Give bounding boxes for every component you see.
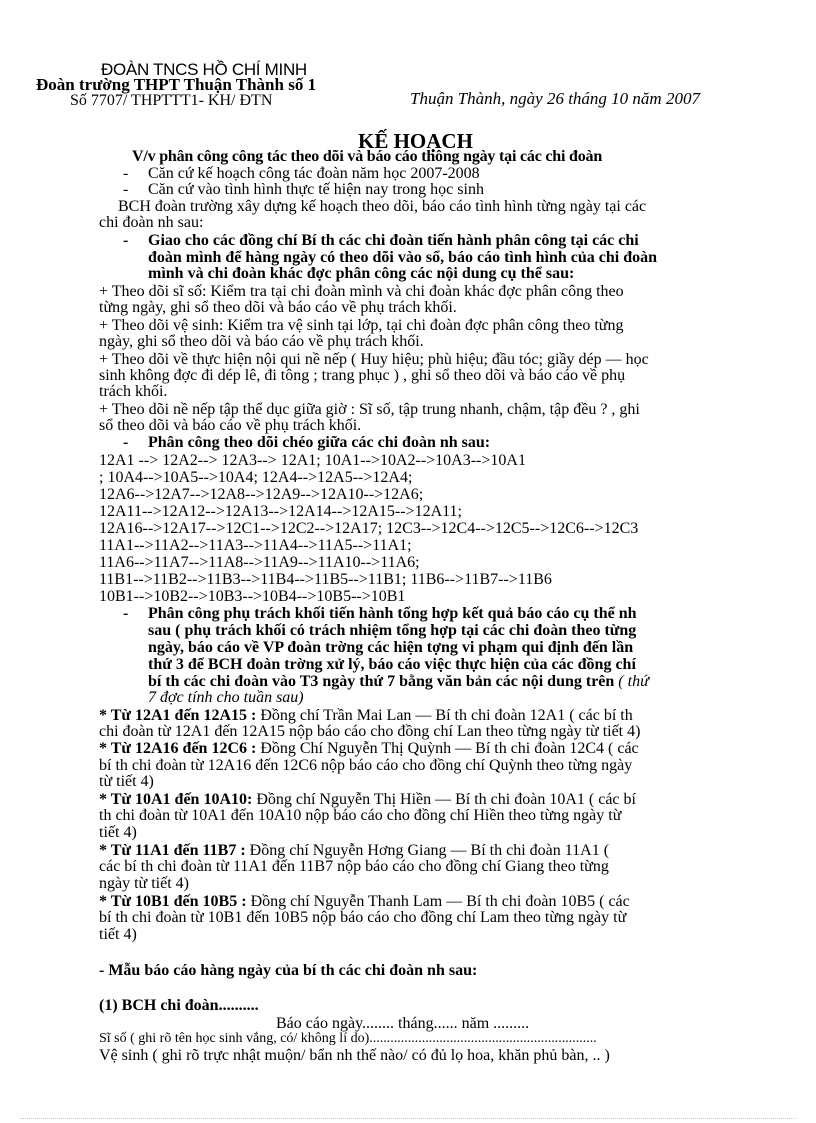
bullet-dash: - — [123, 165, 129, 182]
form-section-label: (1) BCH chi đoàn.......... — [99, 997, 259, 1014]
assignment-head-line — [99, 893, 630, 910]
assignment-head-line — [99, 842, 609, 859]
assignment-line: bí th chi đoàn từ 10B1 đến 10B5 nộp báo cáo cho đồng chí Lam theo từng ngày từ — [99, 909, 627, 926]
assignment-head-line — [99, 707, 633, 724]
task-assign-line: mình và chi đoàn khác đợc phân công các nội dung cụ thể sau: — [148, 265, 575, 282]
cross-line: 12A11-->12A12-->12A13-->12A14-->12A15-->12A11; — [99, 503, 462, 520]
document-number: Số 7707/ THPTTT1- KH/ ĐTN — [70, 92, 273, 109]
cross-line: ; 10A4-->10A5-->10A4; 12A4-->12A5-->12A4; — [99, 469, 413, 486]
page-bottom-divider — [20, 1118, 796, 1119]
assignment-detail: Đồng Chí Nguyễn Thị Quỳnh — Bí th chi đoàn 12C4 ( các — [256, 740, 639, 757]
monitor-line: ngày, ghi sổ theo dõi và báo cáo về phụ trách khối. — [99, 333, 424, 350]
task-report-line: thứ 3 để BCH đoàn trờng xử lý, báo cáo việc thực hiện của các đồng chí — [148, 656, 636, 673]
assignment-range: * Từ 11A1 đến 11B7 : — [99, 842, 246, 859]
assignment-line: các bí th chi đoàn từ 11A1 đến 11B7 nộp báo cáo cho đồng chí Giang theo từng — [99, 858, 609, 875]
school-name: Đoàn trường THPT Thuận Thành số 1 — [36, 75, 317, 94]
basis-item: Căn cứ vào tình hình thực tế hiện nay trong học sinh — [148, 181, 484, 198]
cross-line: 11A6-->11A7-->11A8-->11A9-->11A10-->11A6; — [99, 554, 420, 571]
form-attendance-line: Sĩ số ( ghi rõ tên học sinh vắng, có/ không lí do)................................................................. — [99, 1031, 597, 1046]
task-assign-line: Giao cho các đồng chí Bí th các chi đoàn tiến hành phân công tại các chi — [148, 232, 639, 249]
monitor-line: + Theo dõi nề nếp tập thể dục giữa giờ : Sĩ số, tập trung nhanh, chậm, tập đều ? , ghi — [99, 401, 640, 418]
task-report-line: ngày, báo cáo về VP đoàn trờng các hiện tợng vi phạm qui định đến lần — [148, 639, 634, 656]
form-report-date-line: Báo cáo ngày........ tháng...... năm ......... — [276, 1015, 530, 1032]
basis-item: Căn cứ kế hoạch công tác đoàn năm học 2007-2008 — [148, 165, 480, 182]
assignment-detail: Đồng chí Nguyễn Thanh Lam — Bí th chi đoàn 10B5 ( các — [246, 893, 630, 910]
assignment-line: tiết 4) — [99, 824, 137, 841]
task-report-line: sau ( phụ trách khối có trách nhiệm tổng hợp tại các chi đoàn theo từng — [148, 622, 637, 639]
assignment-detail: Đồng chí Nguyễn Thị Hiền — Bí th chi đoàn 10A1 ( các bí — [252, 791, 636, 808]
bullet-dash: - — [123, 232, 129, 249]
monitor-line: + Theo dõi về thực hiện nội qui nề nếp ( Huy hiệu; phù hiệu; đầu tóc; giầy dép — học — [99, 351, 649, 368]
assignment-range: * Từ 10B1 đến 10B5 : — [99, 893, 247, 910]
cross-line: 12A6-->12A7-->12A8-->12A9-->12A10-->12A6; — [99, 486, 424, 503]
bullet-dash: - — [123, 181, 129, 198]
task-report-line: Phân công phụ trách khối tiến hành tổng hợp kết quả báo cáo cụ thể nh — [148, 605, 637, 622]
assignment-range: * Từ 12A16 đến 12C6 : — [99, 740, 257, 757]
cross-line: 12A1 --> 12A2--> 12A3--> 12A1; 10A1-->10A2-->10A3-->10A1 — [99, 452, 526, 469]
assignment-line: ngày từ tiết 4) — [99, 875, 189, 892]
task-cross-heading: Phân công theo dõi chéo giữa các chi đoàn nh sau: — [148, 434, 491, 451]
monitor-line: trách khối. — [99, 383, 168, 400]
cross-line: 11B1-->11B2-->11B3-->11B4-->11B5-->11B1; 11B6-->11B7-->11B6 — [99, 571, 552, 588]
task-assign-line: đoàn mình để hàng ngày có theo dõi vào sổ, báo cáo tình hình của chi đoàn — [148, 249, 658, 266]
intro-line: chi đoàn nh sau: — [99, 214, 204, 231]
monitor-line: từng ngày, ghi sổ theo dõi và báo cáo về phụ trách khối. — [99, 299, 457, 316]
document-title: KẾ HOẠCH — [358, 129, 473, 153]
form-hygiene-line: Vệ sinh ( ghi rõ trực nhật muộn/ bẩn nh thế nào/ có đủ lọ hoa, khăn phủ bàn, .. ) — [99, 1047, 610, 1064]
monitor-line: + Theo dõi vệ sinh: Kiểm tra vệ sinh tại lớp, tại chi đoàn đợc phân công theo từng — [99, 317, 624, 334]
organization-name: ĐOÀN TNCS HỒ CHÍ MINH — [101, 60, 307, 79]
cross-line: 12A16-->12A17-->12C1-->12C2-->12A17; 12C3-->12C4-->12C5-->12C6-->12C3 — [99, 520, 639, 537]
place-and-date: Thuận Thành, ngày 26 tháng 10 năm 2007 — [410, 89, 700, 108]
assignment-detail: Đồng chí Trần Mai Lan — Bí th chi đoàn 12A1 ( các bí th — [256, 707, 633, 724]
task-report-note: 7 đợc tính cho tuần sau) — [148, 689, 304, 706]
assignment-range: * Từ 12A1 đến 12A15 : — [99, 707, 257, 724]
monitor-line: sổ theo dõi và báo cáo về phụ trách khối. — [99, 417, 362, 434]
assignment-head-line — [99, 791, 636, 808]
assignment-line: từ tiết 4) — [99, 773, 154, 790]
assignment-head-line — [99, 740, 639, 757]
monitor-line: sinh không đợc đi dép lê, đi tông ; trang phục ) , ghi sổ theo dõi và báo cáo về phụ — [99, 367, 626, 384]
bullet-dash: - — [123, 605, 129, 622]
assignment-line: tiết 4) — [99, 926, 137, 943]
template-heading: - Mẫu báo cáo hàng ngày của bí th các chi đoàn nh sau: — [99, 962, 478, 979]
cross-line: 11A1-->11A2-->11A3-->11A4-->11A5-->11A1; — [99, 537, 412, 554]
cross-line: 10B1-->10B2-->10B3-->10B4-->10B5-->10B1 — [99, 588, 406, 605]
monitor-line: + Theo dõi sĩ số: Kiểm tra tại chi đoàn mình và chi đoàn khác đợc phân công theo — [99, 283, 624, 300]
assignment-line: chi đoàn từ 12A1 đến 12A15 nộp báo cáo cho đồng chí Lan theo từng ngày từ tiết 4) — [99, 723, 641, 740]
assignment-detail: Đồng chí Nguyễn Hơng Giang — Bí th chi đoàn 11A1 ( — [245, 842, 610, 859]
assignment-line: bí th chi đoàn từ 12A16 đến 12C6 nộp báo cáo cho đồng chí Quỳnh theo từng ngày — [99, 757, 633, 774]
task-report-italic-text: ( thứ — [614, 673, 649, 690]
intro-line: BCH đoàn trường xây dựng kế hoạch theo dõi, báo cáo tình hình từng ngày tại các — [118, 198, 647, 215]
assignment-line: th chi đoàn từ 10A1 đến 10A10 nộp báo cáo cho đồng chí Hiền theo từng ngày từ — [99, 807, 622, 824]
bullet-dash: - — [123, 434, 129, 451]
task-report-last-line — [148, 673, 649, 690]
task-report-bold-text: bí th các chi đoàn vào T3 ngày thứ 7 bằng văn bản các nội dung trên — [148, 673, 615, 690]
document-subtitle: V/v phân công công tác theo dõi và báo cáo thông ngày tại các chi đoàn — [132, 148, 603, 165]
assignment-range: * Từ 10A1 đến 10A10: — [99, 791, 253, 808]
